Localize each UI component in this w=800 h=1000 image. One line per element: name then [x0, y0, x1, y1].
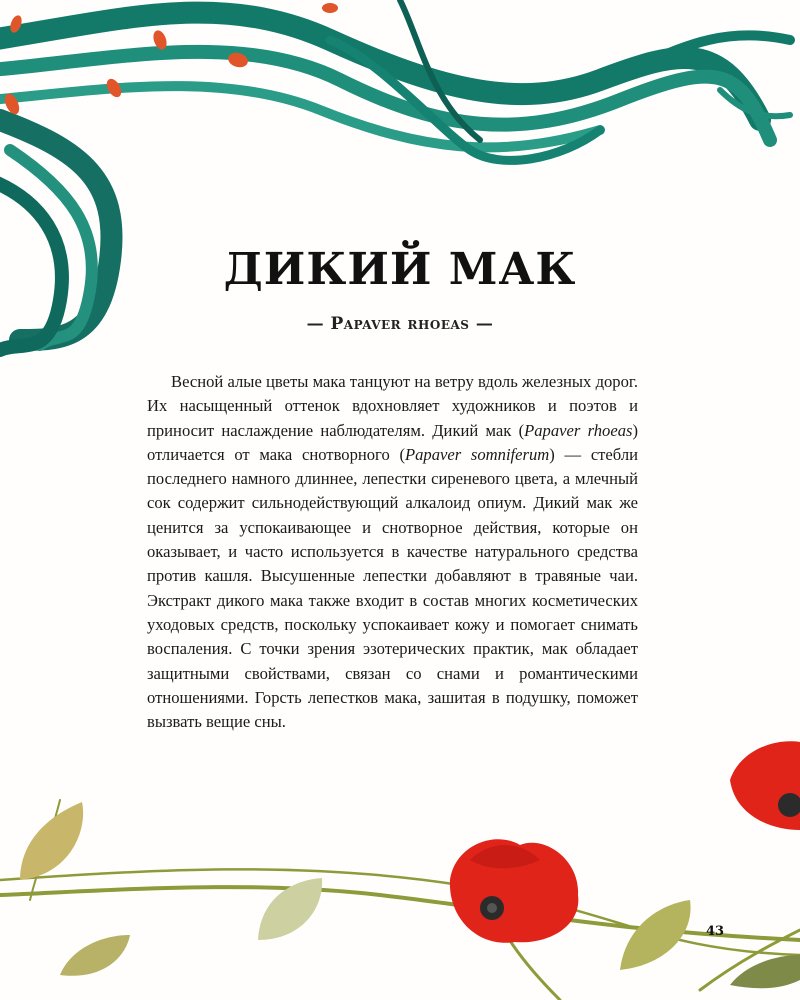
body-paragraph — [147, 370, 638, 734]
poppy-flower — [450, 839, 578, 943]
poppy-stems — [0, 800, 800, 1000]
teal-hair-strands — [0, 0, 790, 350]
body-text-run: Весной алые цветы мака танцуют на ветру вдоль железных дорог. Их насыщенный оттенок вдохновляет художников и поэтов и приносит наслаждение наблюдателям. Дикий мак ( — [147, 372, 638, 440]
latin-name: Papaver somniferum — [404, 444, 550, 464]
body-text-run: ) — стебли последнего намного длиннее, лепестки сиреневого цвета, а млечный сок содержит сильнодействующий алкалоид опиум. Дикий мак же ценится за успокаивающее и снотворное действия, которые он оказывает, и часто используется в качестве натурального средства против кашля. Высушенные лепестки добавляют в травяные чаи. Экстракт дикого мака также входит в состав многих косметических уходовых средств, поскольку успокаивает кожу и помогает снимать воспаления. С точки зрения эзотерических практик, мак обладает защитными свойствами, связан со снами и романтическими отношениями. Горсть лепестков мака, зашитая в подушку, поможет вызвать вещие сны. — [147, 444, 638, 732]
page-title: ДИКИЙ МАК — [223, 244, 577, 295]
page-number: 43 — [706, 924, 725, 939]
latin-subtitle: — Papaver rhoeas — — [306, 314, 494, 334]
poppy-flower-right — [730, 741, 800, 830]
body-text-run: ) отличается от мака снотворного ( — [147, 420, 638, 464]
leaves — [20, 802, 800, 988]
latin-name: Papaver rhoeas — [524, 420, 633, 440]
